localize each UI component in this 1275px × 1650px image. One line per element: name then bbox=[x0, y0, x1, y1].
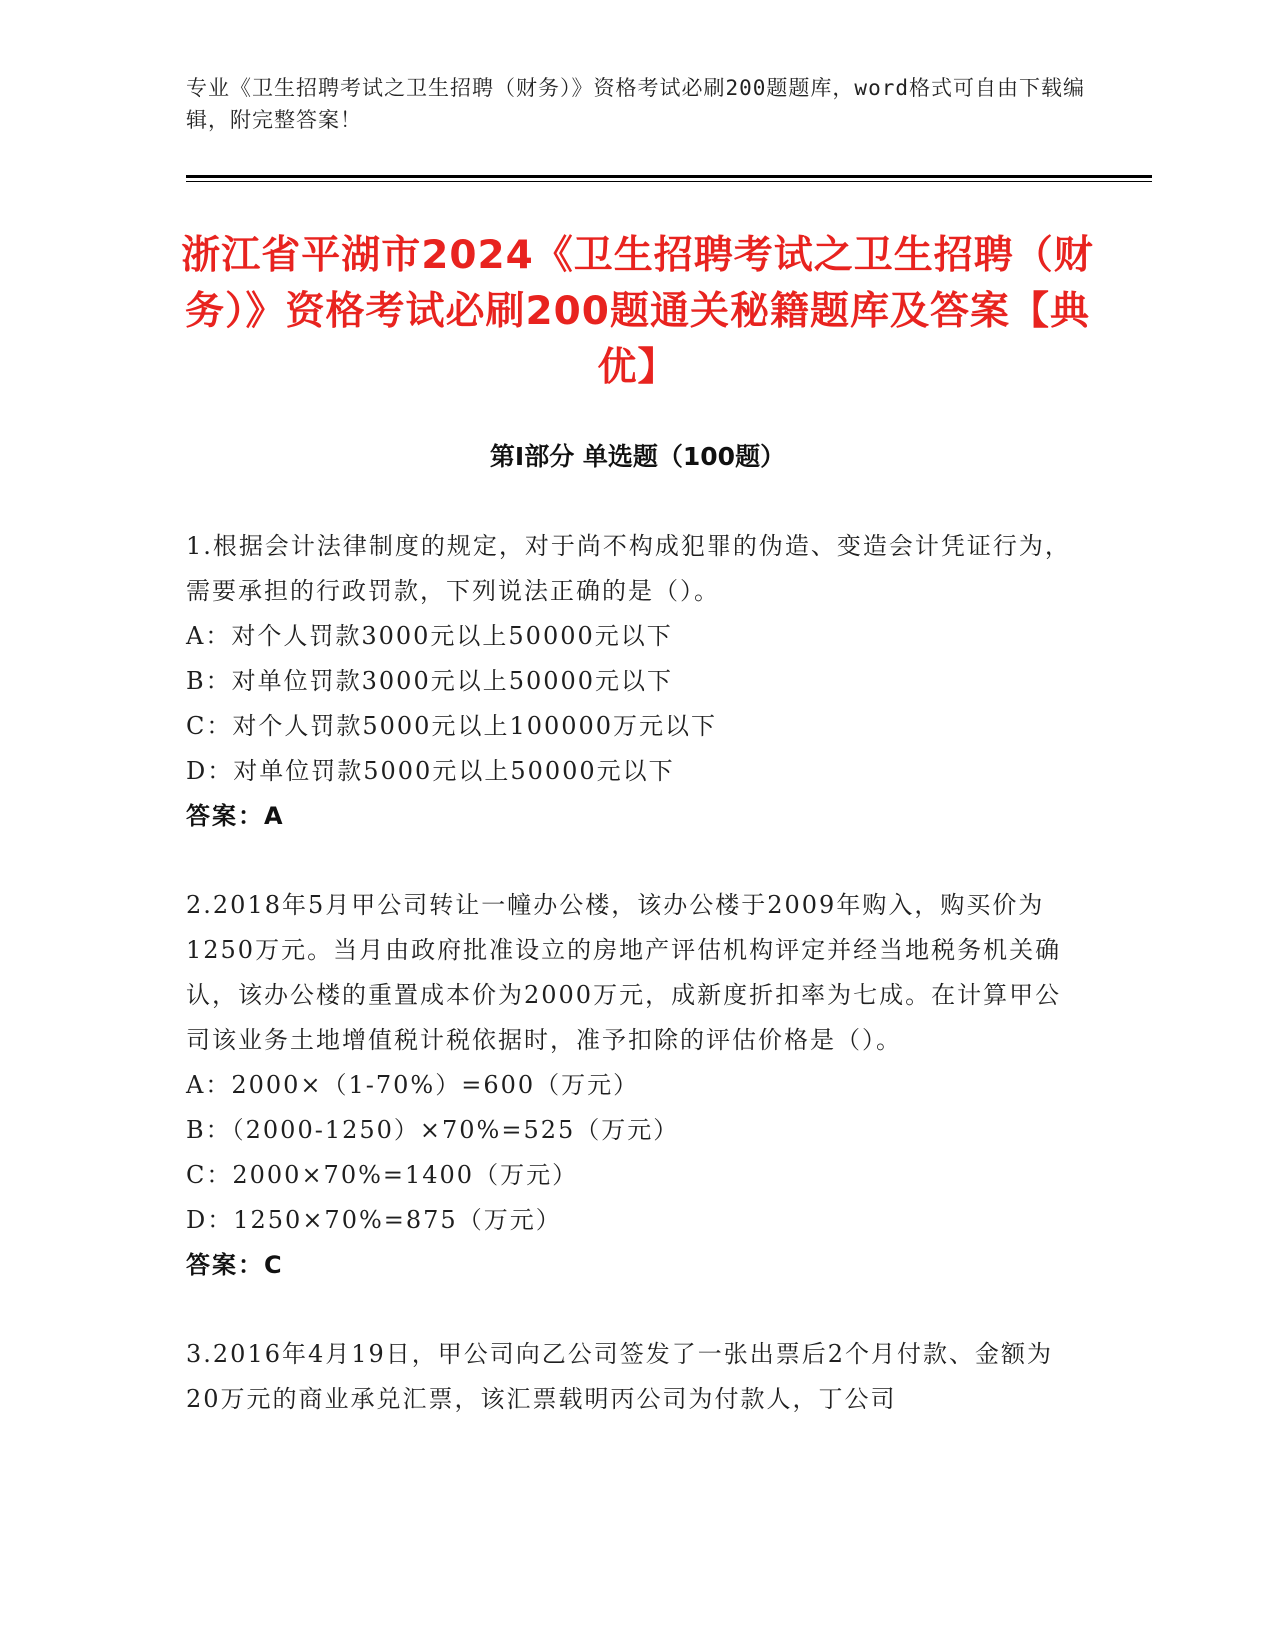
option-a: A：2000×（1-70%）=600（万元） bbox=[186, 1071, 640, 1099]
document-title: 浙江省平湖市2024《卫生招聘考试之卫生招聘（财务）》资格考试必刷200题通关秘籍题库及答案【典优】 bbox=[181, 233, 1094, 390]
option-c: C：对个人罚款5000元以上100000万元以下 bbox=[186, 712, 718, 740]
question-1 bbox=[186, 524, 1086, 839]
option-b: B：对单位罚款3000元以上50000元以下 bbox=[186, 667, 674, 695]
header-divider-thick bbox=[186, 175, 1152, 178]
question-3 bbox=[186, 1332, 1086, 1422]
option-c: C：2000×70%=1400（万元） bbox=[186, 1161, 579, 1189]
header-note: 专业《卫生招聘考试之卫生招聘（财务）》资格考试必刷200题题库，word格式可自由下载编辑，附完整答案！ bbox=[186, 76, 1085, 132]
question-stem: 1.根据会计法律制度的规定，对于尚不构成犯罪的伪造、变造会计凭证行为，需要承担的行政罚款，下列说法正确的是（）。 bbox=[186, 532, 1071, 605]
answer: 答案：C bbox=[186, 1251, 284, 1279]
option-d: D：对单位罚款5000元以上50000元以下 bbox=[186, 757, 675, 785]
option-b: B：（2000-1250）×70%=525（万元） bbox=[186, 1116, 680, 1144]
header-divider-thin bbox=[186, 181, 1152, 182]
option-a: A：对个人罚款3000元以上50000元以下 bbox=[186, 622, 673, 650]
answer: 答案：A bbox=[186, 802, 285, 830]
question-2 bbox=[186, 883, 1086, 1288]
section-title: 第Ⅰ部分 单选题（100题） bbox=[489, 442, 786, 471]
question-stem: 3.2016年4月19日，甲公司向乙公司签发了一张出票后2个月付款、金额为20万元的商业承兑汇票，该汇票载明丙公司为付款人，丁公司 bbox=[186, 1340, 1054, 1413]
question-stem: 2.2018年5月甲公司转让一幢办公楼，该办公楼于2009年购入，购买价为1250万元。当月由政府批准设立的房地产评估机构评定并经当地税务机关确认，该办公楼的重置成本价为2000万元，成新度折扣率为七成。在计算甲公司该业务土地增值税计税依据时，准予扣除的评估价格是（）。 bbox=[186, 891, 1062, 1054]
question-list bbox=[186, 524, 1086, 1466]
option-d: D：1250×70%=875（万元） bbox=[186, 1206, 562, 1234]
